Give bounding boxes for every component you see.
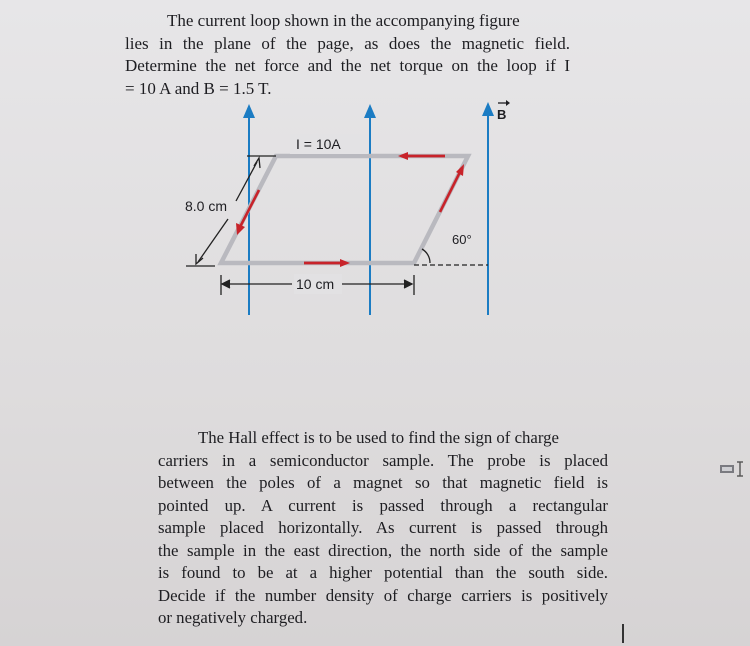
problem-2-line-4: pointed up. A current is passed through a rectangular — [158, 495, 608, 515]
margin-toolbar-icon[interactable] — [718, 460, 750, 478]
problem-1-line-2: lies in the plane of the page, as does the magnetic field. — [125, 33, 570, 53]
field-line-left-arrowhead — [243, 104, 255, 118]
field-lines — [243, 102, 494, 315]
field-label-group — [497, 100, 510, 122]
text-cursor — [622, 624, 624, 643]
problem-2-line-3: between the poles of a magnet so that magnetic field is — [158, 473, 608, 492]
current-arrow-right — [440, 170, 461, 212]
problem-2-line-2: carriers in a semiconductor sample. The probe is placed — [158, 450, 608, 470]
loop-outline — [221, 156, 468, 263]
problem-2-text — [158, 427, 608, 630]
angle-label: 60° — [452, 232, 472, 247]
problem-1-line-1: The current loop shown in the accompanying figure — [167, 11, 520, 30]
problem-2-line-7: is found to be at a higher potential than the south side. — [158, 563, 608, 582]
problem-2-line-8: Decide if the number density of charge carriers is positively — [158, 585, 608, 605]
field-label: B — [497, 107, 507, 122]
problem-2-line-6: the sample in the east direction, the north side of the sample — [158, 540, 608, 560]
problem-2-line-9: or negatively charged. — [158, 608, 308, 627]
angle-arc — [422, 249, 430, 263]
field-line-right-arrowhead — [482, 102, 494, 116]
problem-1-line-4: = 10 A and B = 1.5 T. — [125, 78, 272, 98]
problem-1-line-3: Determine the net force and the net torque on the loop if I — [125, 56, 570, 75]
base-length-label: 10 cm — [296, 276, 335, 292]
field-line-middle-arrowhead — [364, 104, 376, 118]
problem-2-line-5: sample placed horizontally. As current is passed through — [158, 518, 608, 537]
side-length-label: 8.0 cm — [185, 198, 228, 214]
current-label: I = 10A — [296, 136, 341, 152]
problem-2-line-1: The Hall effect is to be used to find the sign of charge — [198, 428, 560, 447]
current-loop — [221, 156, 468, 263]
